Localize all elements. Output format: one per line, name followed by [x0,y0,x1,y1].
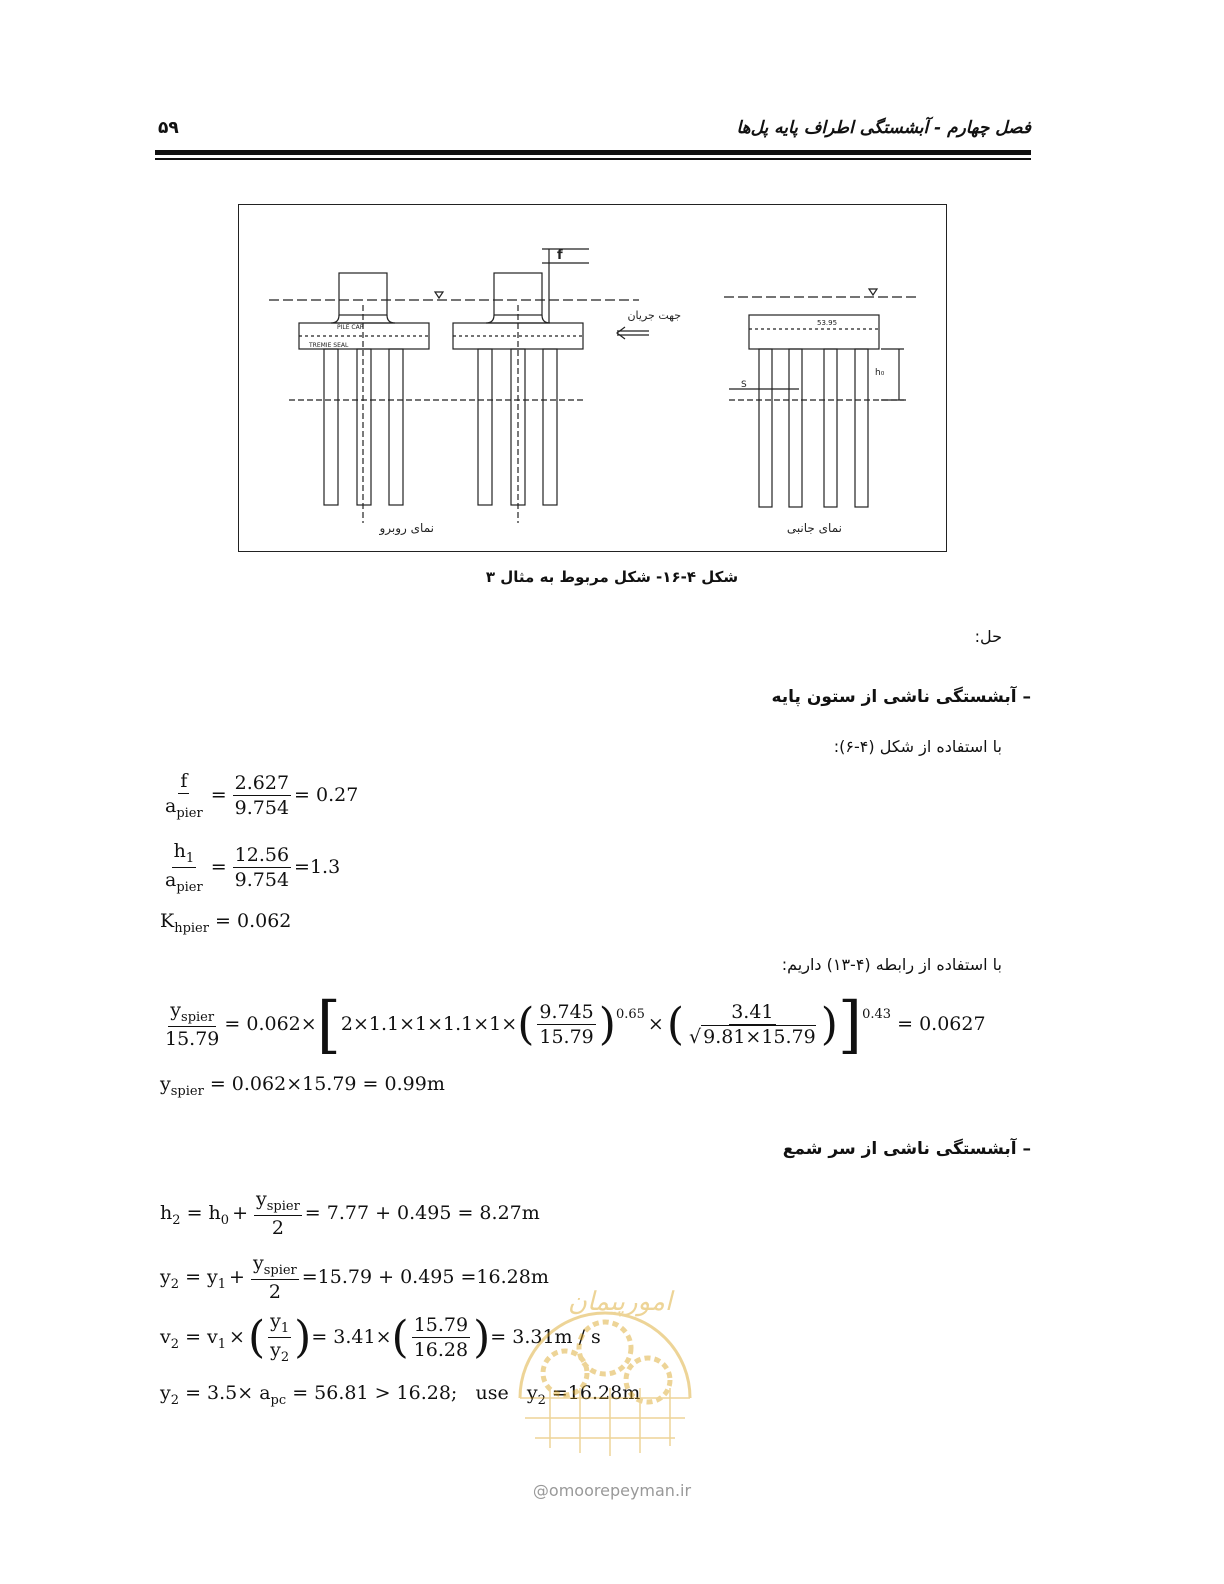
pile-side [824,349,837,507]
figure-caption: شکل ۴-۱۶- شکل مربوط به مثال ۳ [485,568,739,586]
chapter-title: فصل چهارم - آبشستگی اطراف پایه پل‌ها [736,118,1031,138]
pile-side [759,349,772,507]
label-pile-cap: PILE CAP [337,324,364,331]
equation-f-over-apier: $\frac{f}{a_{pier}}$ = $\frac{2.627}{9.754}$ = 0.27 [165,770,359,821]
pile [478,349,492,505]
equation-yspier-ratio: $\frac{y_{spier}}{15.79}$ = 0.062×[2×1.1×1×1.1×1×( $\frac{9.745}{15.79}$ )$^{0.65}$ ×( $\frac{3.41}{√ 9.81\times 15.79}$ )]$^{0.43}$ = 0.0627 [165,988,986,1061]
pile [324,349,338,505]
equation-yspier-value: $y_{spier} = 0.062\times 15.79 = 0.99m$ [160,1073,445,1099]
label-side-view: نمای جانبی [786,521,842,535]
equation-khpier: $K_{hpier} = 0.062$ [160,910,292,936]
pile [357,349,371,505]
pile [389,349,403,505]
solution-label: حل: [974,627,1002,646]
watermark-logo-text: امورپیمان [567,1287,673,1317]
label-tremie-seal: TREMIE SEAL [309,342,349,349]
pile-cap-side [749,315,879,349]
watermark-logo [500,1268,710,1458]
label-s: S [741,380,747,390]
label-elevation: 53.95 [817,319,838,327]
watermark-site: @omoorepeyman.ir [532,1481,692,1500]
pile [543,349,557,505]
label-f: f [557,248,563,263]
heading-pilecap-scour: – آبشستگی ناشی از سر شمع [782,1139,1031,1159]
equation-v2: $v_2 = v_1$ ×( $\frac{y_1}{y_2}$ )= 3.41×( $\frac{15.79}{16.28}$ )= 3.31m / s [160,1310,601,1365]
figure-frame [238,204,947,552]
label-h0: h₀ [875,368,885,378]
header-rule-thick [155,150,1031,155]
equation-h1-over-apier: $\frac{h_1}{a_{pier}}$ = $\frac{12.56}{9.754}$ =1.3 [165,840,341,895]
heading-pier-scour: – آبشستگی ناشی از ستون پایه [771,687,1031,707]
header-rule-thin [155,158,1031,160]
equation-y2: $y_2 = y_1$ + $\frac{y_{spier}}{2}$ =15.79 + 0.495 =16.28m [160,1252,549,1303]
equation-y2-check: $y_2 = 3.5\times a_{pc} = 56.81 > 16.28$; use $y_2 =16.28m$ [160,1382,641,1408]
pier-diagram [239,205,948,553]
water-level-marker-side [869,289,877,295]
label-front-view: نمای روبرو [379,521,434,535]
using-figure-text: با استفاده از شکل (۴-۶): [833,737,1002,756]
label-flow-direction: جهت جریان [627,309,681,322]
using-relation-text: با استفاده از رابطه (۴-۱۳) داریم: [781,955,1002,974]
pile-side [789,349,802,507]
pile-side [855,349,868,507]
page-number: ۵۹ [158,118,179,138]
water-level-marker [435,292,443,298]
equation-h2: $h_2 = h_0$ + $\frac{y_{spier}}{2}$ = 7.77 + 0.495 = 8.27m [160,1188,540,1239]
